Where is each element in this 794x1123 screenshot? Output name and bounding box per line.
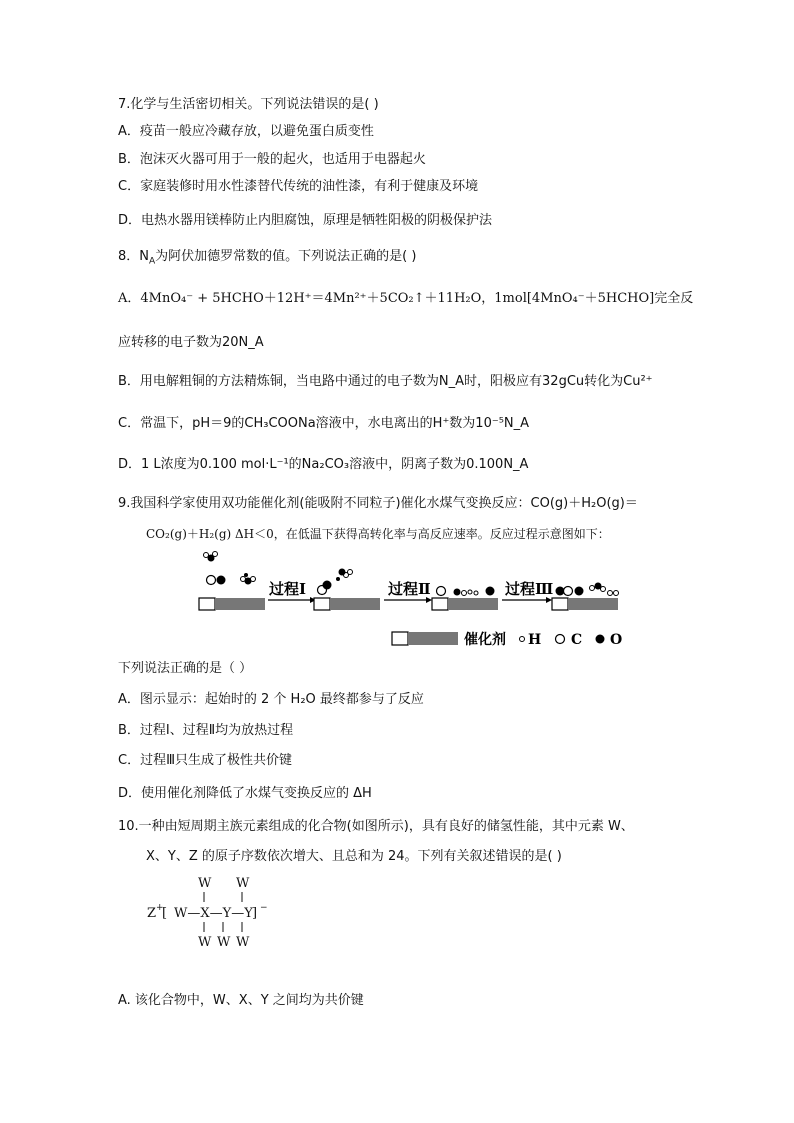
struct-anion-charge: − (260, 903, 268, 913)
process-1-label: 过程Ⅰ (269, 580, 307, 598)
legend-h-label: H (528, 632, 542, 648)
struct-w-bottom-1: W (198, 935, 212, 950)
catalyst-initial (199, 598, 265, 610)
q7-option-b: B．泡沫灭火器可用于一般的起火，也适用于电器起火 (118, 152, 426, 167)
q9-stem-line2: CO₂(g)＋H₂(g) ΔH＜0，在低温下获得高转化率与高反应速率。反应过程示意图如下： (146, 527, 610, 541)
struct-w-top-2: W (236, 876, 250, 891)
q8-option-a-line1: A．4MnO₄⁻ + 5HCHO＋12H⁺＝4Mn²⁺＋5CO₂↑＋11H₂O，1mol[4MnO₄⁻＋5HCHO]完全反 (118, 291, 694, 306)
struct-cation: Z (147, 906, 157, 921)
struct-w-bottom-2: W (217, 935, 231, 950)
q9-option-b: B．过程Ⅰ、过程Ⅱ均为放热过程 (118, 723, 294, 738)
struct-cation-charge: + (156, 903, 164, 913)
process-3-arrow (502, 580, 553, 603)
struct-w-bottom-3: W (236, 935, 250, 950)
q10-stem-line2: X、Y、Z 的原子序数依次增大、且总和为 24。下列有关叙述错误的是( ) (146, 849, 562, 864)
legend-c-label: C (571, 632, 583, 648)
struct-bracket-close: ] (252, 906, 258, 921)
process-2-arrow (384, 580, 432, 603)
q9-stem-line1: 9.我国科学家使用双功能催化剂(能吸附不同粒子)催化水煤气变换反应：CO(g)＋H₂O(g)＝ (118, 496, 638, 511)
q9-option-a: A．图示显示：起始时的 2 个 H₂O 最终都参与了反应 (118, 692, 424, 707)
legend-o-label: O (610, 632, 623, 648)
q7-stem: 7.化学与生活密切相关。下列说法错误的是( ) (118, 97, 379, 112)
q8-option-b: B．用电解粗铜的方法精炼铜，当电路中通过的电子数为N_A时，阳极应有32gCu转化为Cu²⁺ (118, 374, 653, 389)
diagram-legend (392, 631, 622, 648)
q10-stem-line1: 10.一种由短周期主族元素组成的化合物(如图所示)，具有良好的储氢性能，其中元素 W、 (118, 819, 634, 834)
q9-option-c: C．过程Ⅲ只生成了极性共价键 (118, 753, 293, 768)
process-3-label: 过程Ⅲ (505, 580, 554, 598)
process-2-label: 过程Ⅱ (388, 580, 431, 598)
q8-option-a-line2: 应转移的电子数为20N_A (118, 335, 264, 350)
struct-w-top-1: W (198, 876, 212, 891)
q8-option-d: D．1 L浓度为0.100 mol·L⁻¹的Na₂CO₃溶液中，阴离子数为0.100N_A (118, 457, 529, 472)
q9-question: 下列说法正确的是（ ） (118, 661, 253, 676)
legend-catalyst-label: 催化剂 (464, 632, 506, 648)
q10-option-a: A. 该化合物中，W、X、Y 之间均为共价键 (118, 993, 364, 1008)
q8-stem: 8．$N_A$为阿伏加德罗常数的值。下列说法正确的是( ) (118, 249, 417, 267)
q8-option-c: C．常温下，pH＝9的CH₃COONa溶液中，水电离出的H⁺数为10⁻⁵N_A (118, 416, 530, 431)
q7-option-c: C．家庭装修时用水性漆替代传统的油性漆，有利于健康及环境 (118, 179, 479, 194)
q9-option-d: D．使用催化剂降低了水煤气变换反应的 ΔH (118, 786, 372, 801)
stage-1 (314, 569, 380, 611)
compound-structure (142, 874, 292, 954)
q7-option-d: D．电热水器用镁棒防止内胆腐蚀，原理是牺牲阳极的阴极保护法 (118, 213, 493, 228)
process-1-arrow (268, 580, 316, 603)
initial-molecules (204, 552, 256, 585)
q7-option-a: A．疫苗一般应冷藏存放，以避免蛋白质变性 (118, 124, 374, 139)
stage-3 (552, 583, 619, 611)
struct-bracket-open: [ (162, 906, 168, 921)
reaction-process-diagram (196, 548, 636, 654)
stage-2 (432, 587, 498, 611)
struct-chain: W—X—Y—Y (174, 906, 253, 921)
